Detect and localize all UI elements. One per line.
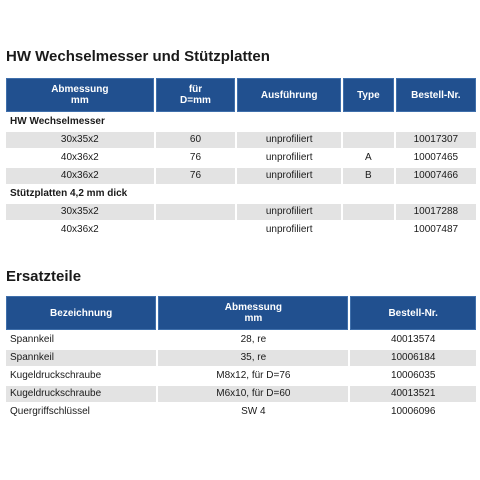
cell-abmessung: 28, re — [240, 334, 267, 345]
cell-bestell: 10006035 — [390, 370, 436, 381]
cell-bestell: 10017307 — [396, 132, 476, 148]
section-label: HW Wechselmesser — [10, 116, 105, 127]
cell-fuer: 76 — [189, 152, 202, 163]
table-row — [6, 350, 476, 366]
cell-bestell: 10007466 — [396, 168, 476, 184]
cell-bezeichnung: Quergriffschlüssel — [10, 406, 90, 417]
table2-title: Ersatzteile — [6, 268, 82, 285]
cell-fuer — [156, 222, 236, 238]
table-row — [6, 150, 476, 166]
table-ersatzteile — [4, 294, 478, 422]
table-row — [6, 386, 476, 402]
section-row — [6, 114, 476, 130]
table-row — [6, 332, 476, 348]
cell-abmessung: SW 4 — [241, 406, 266, 417]
header-fuer: für D=mm — [156, 78, 236, 112]
cell-bestell: 40013521 — [350, 386, 476, 402]
cell-fuer: 60 — [156, 132, 236, 148]
cell-abmessung: 30x35x2 — [6, 204, 154, 220]
cell-type — [343, 222, 394, 238]
cell-ausfuehrung: unprofiliert — [237, 204, 341, 220]
table-row — [6, 168, 476, 184]
cell-bezeichnung: Kugeldruckschraube — [6, 386, 156, 402]
section-label: Stützplatten 4,2 mm dick — [10, 188, 128, 199]
table-row — [6, 404, 476, 420]
cell-ausfuehrung: unprofiliert — [265, 224, 313, 235]
header-abmessung: Abmessung mm — [6, 78, 154, 112]
header-row — [6, 78, 476, 112]
table1-title: HW Wechselmesser und Stützplatten — [6, 48, 270, 65]
cell-bestell: 40013574 — [390, 334, 436, 345]
cell-abmessung: M8x12, für D=76 — [216, 370, 291, 381]
cell-bezeichnung: Spannkeil — [10, 334, 54, 345]
header-abmessung: Abmessung mm — [158, 296, 348, 330]
cell-abmessung: 40x36x2 — [60, 224, 99, 235]
cell-abmessung: 40x36x2 — [6, 168, 154, 184]
header-type: Type — [343, 78, 394, 112]
header-bezeichnung: Bezeichnung — [6, 296, 156, 330]
cell-bezeichnung: Spannkeil — [6, 350, 156, 366]
header-ausfuehrung: Ausführung — [237, 78, 341, 112]
cell-type: B — [343, 168, 394, 184]
cell-abmessung: M6x10, für D=60 — [158, 386, 348, 402]
cell-ausfuehrung: unprofiliert — [265, 152, 313, 163]
table-wechselmesser — [4, 76, 478, 240]
table-row — [6, 204, 476, 220]
cell-bestell: 10007465 — [413, 152, 459, 163]
cell-type: A — [365, 152, 372, 163]
cell-fuer: 76 — [156, 168, 236, 184]
header-row — [6, 296, 476, 330]
header-bestell: Bestell-Nr. — [350, 296, 476, 330]
cell-abmessung: 40x36x2 — [60, 152, 99, 163]
cell-type — [343, 132, 394, 148]
cell-bestell: 10017288 — [396, 204, 476, 220]
cell-type — [343, 204, 394, 220]
cell-fuer — [156, 204, 236, 220]
cell-abmessung: 35, re — [158, 350, 348, 366]
cell-ausfuehrung: unprofiliert — [237, 168, 341, 184]
cell-ausfuehrung: unprofiliert — [237, 132, 341, 148]
table-row — [6, 132, 476, 148]
table-row — [6, 222, 476, 238]
section-row — [6, 186, 476, 202]
table-row — [6, 368, 476, 384]
cell-bestell: 10006096 — [390, 406, 436, 417]
cell-abmessung: 30x35x2 — [6, 132, 154, 148]
cell-bestell: 10006184 — [350, 350, 476, 366]
cell-bestell: 10007487 — [413, 224, 459, 235]
header-bestell: Bestell-Nr. — [396, 78, 476, 112]
cell-bezeichnung: Kugeldruckschraube — [10, 370, 102, 381]
